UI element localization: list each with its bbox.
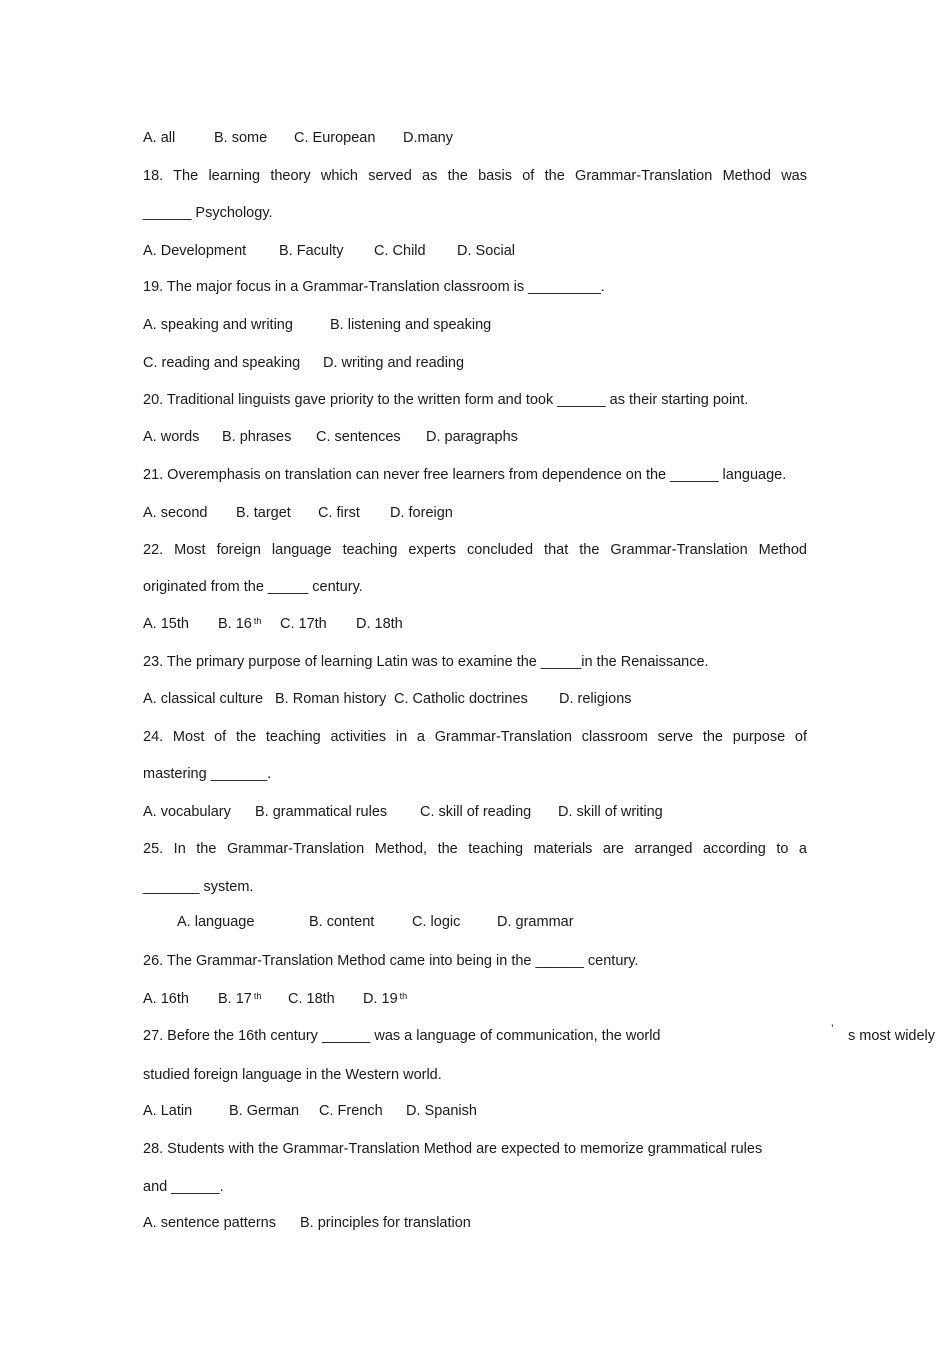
option-22-d: D. 18th [356,616,403,632]
option-22-a: A. 15th [143,616,189,632]
option-18-c: C. Child [374,243,426,259]
option-25-d: D. grammar [497,914,574,930]
question-18-line1: 18. The learning theory which served as the basis of the Grammar-Translation Method was [143,168,807,184]
option-20-b: B. phrases [222,429,292,445]
option-23-a: A. classical culture [143,691,264,707]
option-21-b: B. target [236,505,291,521]
option-24-a: A. vocabulary [143,804,231,820]
option-20-c: C. sentences [316,429,401,445]
option-21-d: D. foreign [390,505,453,521]
question-27-line2: studied foreign language in the Western world. [143,1067,442,1083]
question-18-line2: ______ Psychology. [143,205,273,221]
option-24-c: C. skill of reading [420,804,532,820]
option-25-c: C. logic [412,914,461,930]
question-28-line1: 28. Students with the Grammar-Translation Method are expected to memorize grammatical rules [143,1141,763,1157]
option-25-a: A. language [177,914,255,930]
option-26-d-sup: th [399,991,408,1001]
option-18-b: B. Faculty [279,243,344,259]
option-22-c: C. 17th [280,616,327,632]
option-26-c: C. 18th [288,991,335,1007]
option-27-c: C. French [319,1103,383,1119]
option-17-b: B. some [214,130,268,146]
option-24-d: D. skill of writing [558,804,663,820]
option-18-a: A. Development [143,243,247,259]
option-22-b-sup: th [253,616,262,626]
option-19-c: C. reading and speaking [143,355,301,371]
question-22-line1: 22. Most foreign language teaching experts concluded that the Grammar-Translation Method [143,542,807,558]
question-28-line2: and ______. [143,1179,224,1195]
question-25-line1: 25. In the Grammar-Translation Method, the teaching materials are arranged according to a [143,841,807,857]
option-26-a: A. 16th [143,991,189,1007]
option-21-c: C. first [318,505,360,521]
option-20-a: A. words [143,429,200,445]
option-27-d: D. Spanish [406,1103,477,1119]
option-22-b [218,615,261,634]
question-27-line1-part2: s most widely [848,1028,936,1044]
option-25-b: B. content [309,914,375,930]
option-23-c: C. Catholic doctrines [394,691,528,707]
option-26-b [218,990,261,1009]
question-21: 21. Overemphasis on translation can never free learners from dependence on the ______ language. [143,467,787,483]
option-27-b: B. German [229,1103,300,1119]
option-19-a: A. speaking and writing [143,317,293,333]
option-19-d: D. writing and reading [323,355,465,371]
option-17-c: C. European [294,130,376,146]
option-28-a: A. sentence patterns [143,1215,276,1231]
question-23: 23. The primary purpose of learning Latin was to examine the _____in the Renaissance. [143,654,709,670]
question-25-line2: _______ system. [143,879,254,895]
option-21-a: A. second [143,505,208,521]
option-26-d-text: D. 19 [363,991,398,1007]
question-20: 20. Traditional linguists gave priority to the written form and took ______ as their starting point. [143,392,749,408]
option-26-d [363,990,407,1009]
question-24-line1: 24. Most of the teaching activities in a Grammar-Translation classroom serve the purpose of [143,729,807,745]
option-20-d: D. paragraphs [426,429,518,445]
question-22-line2: originated from the _____ century. [143,579,363,595]
option-24-b: B. grammatical rules [255,804,388,820]
option-27-a: A. Latin [143,1103,193,1119]
question-24-line2: mastering _______. [143,766,272,782]
question-27-apostrophe: ’ [831,1022,834,1036]
option-17-a: A. all [143,130,176,146]
question-27-line1-part1: 27. Before the 16th century ______ was a language of communication, the world [143,1028,661,1044]
option-18-d: D. Social [457,243,516,259]
option-19-b: B. listening and speaking [330,317,492,333]
option-22-b-text: B. 16 [218,616,252,632]
option-26-b-sup: th [253,991,262,1001]
option-23-b: B. Roman history [275,691,387,707]
option-28-b: B. principles for translation [300,1215,471,1231]
question-19: 19. The major focus in a Grammar-Translation classroom is _________. [143,279,605,295]
option-17-d: D.many [403,130,453,146]
question-26: 26. The Grammar-Translation Method came into being in the ______ century. [143,953,639,969]
option-26-b-text: B. 17 [218,991,252,1007]
option-23-d: D. religions [559,691,632,707]
